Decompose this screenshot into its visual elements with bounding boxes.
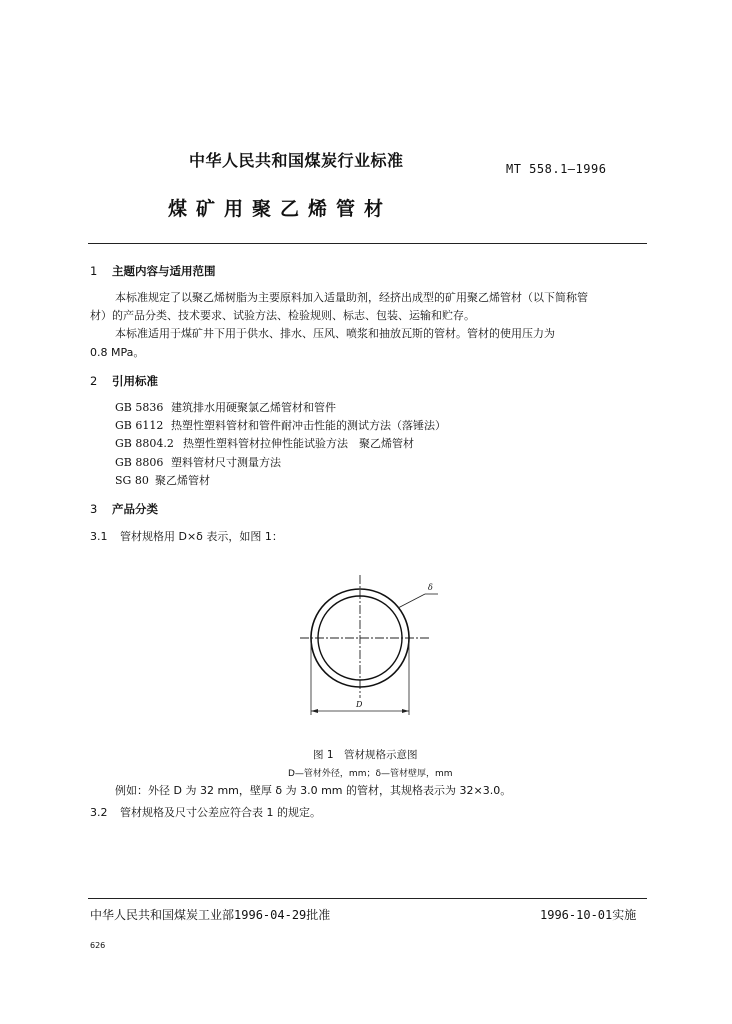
document-title: 煤矿用聚乙烯管材 <box>168 198 393 220</box>
clause-3-2-text: 管材规格及尺寸公差应符合表 1 的规定。 <box>120 806 321 819</box>
spec-example: 例如：外径 D 为 32 mm，壁厚 δ 为 3.0 mm 的管材，其规格表示为 32×3.0。 <box>115 784 512 797</box>
approval-line <box>90 906 330 923</box>
publisher-line: 中华人民共和国煤炭行业标准 <box>189 151 404 170</box>
section-1-title: 主题内容与适用范围 <box>112 264 216 278</box>
reference-title: 建筑排水用硬聚氯乙烯管材和管件 <box>171 401 336 414</box>
footer-rule <box>88 898 647 899</box>
reference-code: GB 8804.2 <box>115 437 174 450</box>
reference-title: 热塑性塑料管材拉伸性能试验方法 聚乙烯管材 <box>183 437 414 450</box>
section-3-title: 产品分类 <box>112 502 158 516</box>
approval-date: 1996-04-29 <box>234 908 307 922</box>
standard-code: MT 558.1—1996 <box>506 162 607 176</box>
reference-title: 塑料管材尺寸测量方法 <box>171 456 281 469</box>
section-2-number: 2 <box>90 374 98 388</box>
reference-title: 聚乙烯管材 <box>155 474 210 487</box>
reference-code: GB 8806 <box>115 456 164 469</box>
reference-code: GB 6112 <box>115 419 164 432</box>
dimension-arrow-right <box>402 709 409 713</box>
s1-para1-line2: 材）的产品分类、技术要求、试验方法、检验规则、标志、包装、运输和贮存。 <box>90 309 475 322</box>
approving-authority: 中华人民共和国煤炭工业部 <box>90 908 235 922</box>
wall-thickness-label: δ <box>428 583 433 592</box>
diameter-label: D <box>356 700 363 709</box>
section-2-title: 引用标准 <box>112 374 158 388</box>
reference-item <box>115 454 281 470</box>
wall-thickness-leader <box>398 594 425 608</box>
implementation-line <box>540 906 636 923</box>
page-number: 626 <box>90 941 106 950</box>
reference-item <box>115 399 336 415</box>
reference-code: SG 80 <box>115 474 149 487</box>
reference-code: GB 5836 <box>115 401 164 414</box>
implementation-date: 1996-10-01 <box>540 908 613 922</box>
section-3-heading <box>90 501 158 517</box>
s1-para1-line1: 本标准规定了以聚乙烯树脂为主要原料加入适量助剂，经挤出成型的矿用聚乙烯管材（以下简称管 <box>115 291 588 304</box>
clause-3-1-text: 管材规格用 D×δ 表示，如图 1： <box>120 530 283 543</box>
section-1-number: 1 <box>90 264 98 278</box>
section-1-heading <box>90 263 216 279</box>
reference-title: 热塑性塑料管材和管件耐冲击性能的测试方法（落锤法） <box>171 419 446 432</box>
figure-legend: D—管材外径，mm；δ—管材壁厚，mm <box>288 769 453 779</box>
reference-item <box>115 417 446 433</box>
dimension-arrow-left <box>311 709 318 713</box>
s1-para2-line1: 本标准适用于煤矿井下用于供水、排水、压风、喷浆和抽放瓦斯的管材。管材的使用压力为 <box>115 327 555 340</box>
header-rule <box>88 243 647 244</box>
clause-3-1 <box>90 528 283 544</box>
clause-3-2 <box>90 804 321 820</box>
figure-caption: 图 1 管材规格示意图 <box>313 749 418 761</box>
section-3-number: 3 <box>90 502 98 516</box>
approval-suffix: 批准 <box>306 908 331 922</box>
reference-item <box>115 435 414 451</box>
clause-3-1-number: 3.1 <box>90 530 108 543</box>
reference-item <box>115 472 210 488</box>
pipe-cross-section-figure <box>290 570 450 720</box>
implementation-suffix: 实施 <box>612 908 637 922</box>
section-2-heading <box>90 373 158 389</box>
clause-3-2-number: 3.2 <box>90 806 108 819</box>
s1-para2-line2: 0.8 MPa。 <box>90 346 145 359</box>
